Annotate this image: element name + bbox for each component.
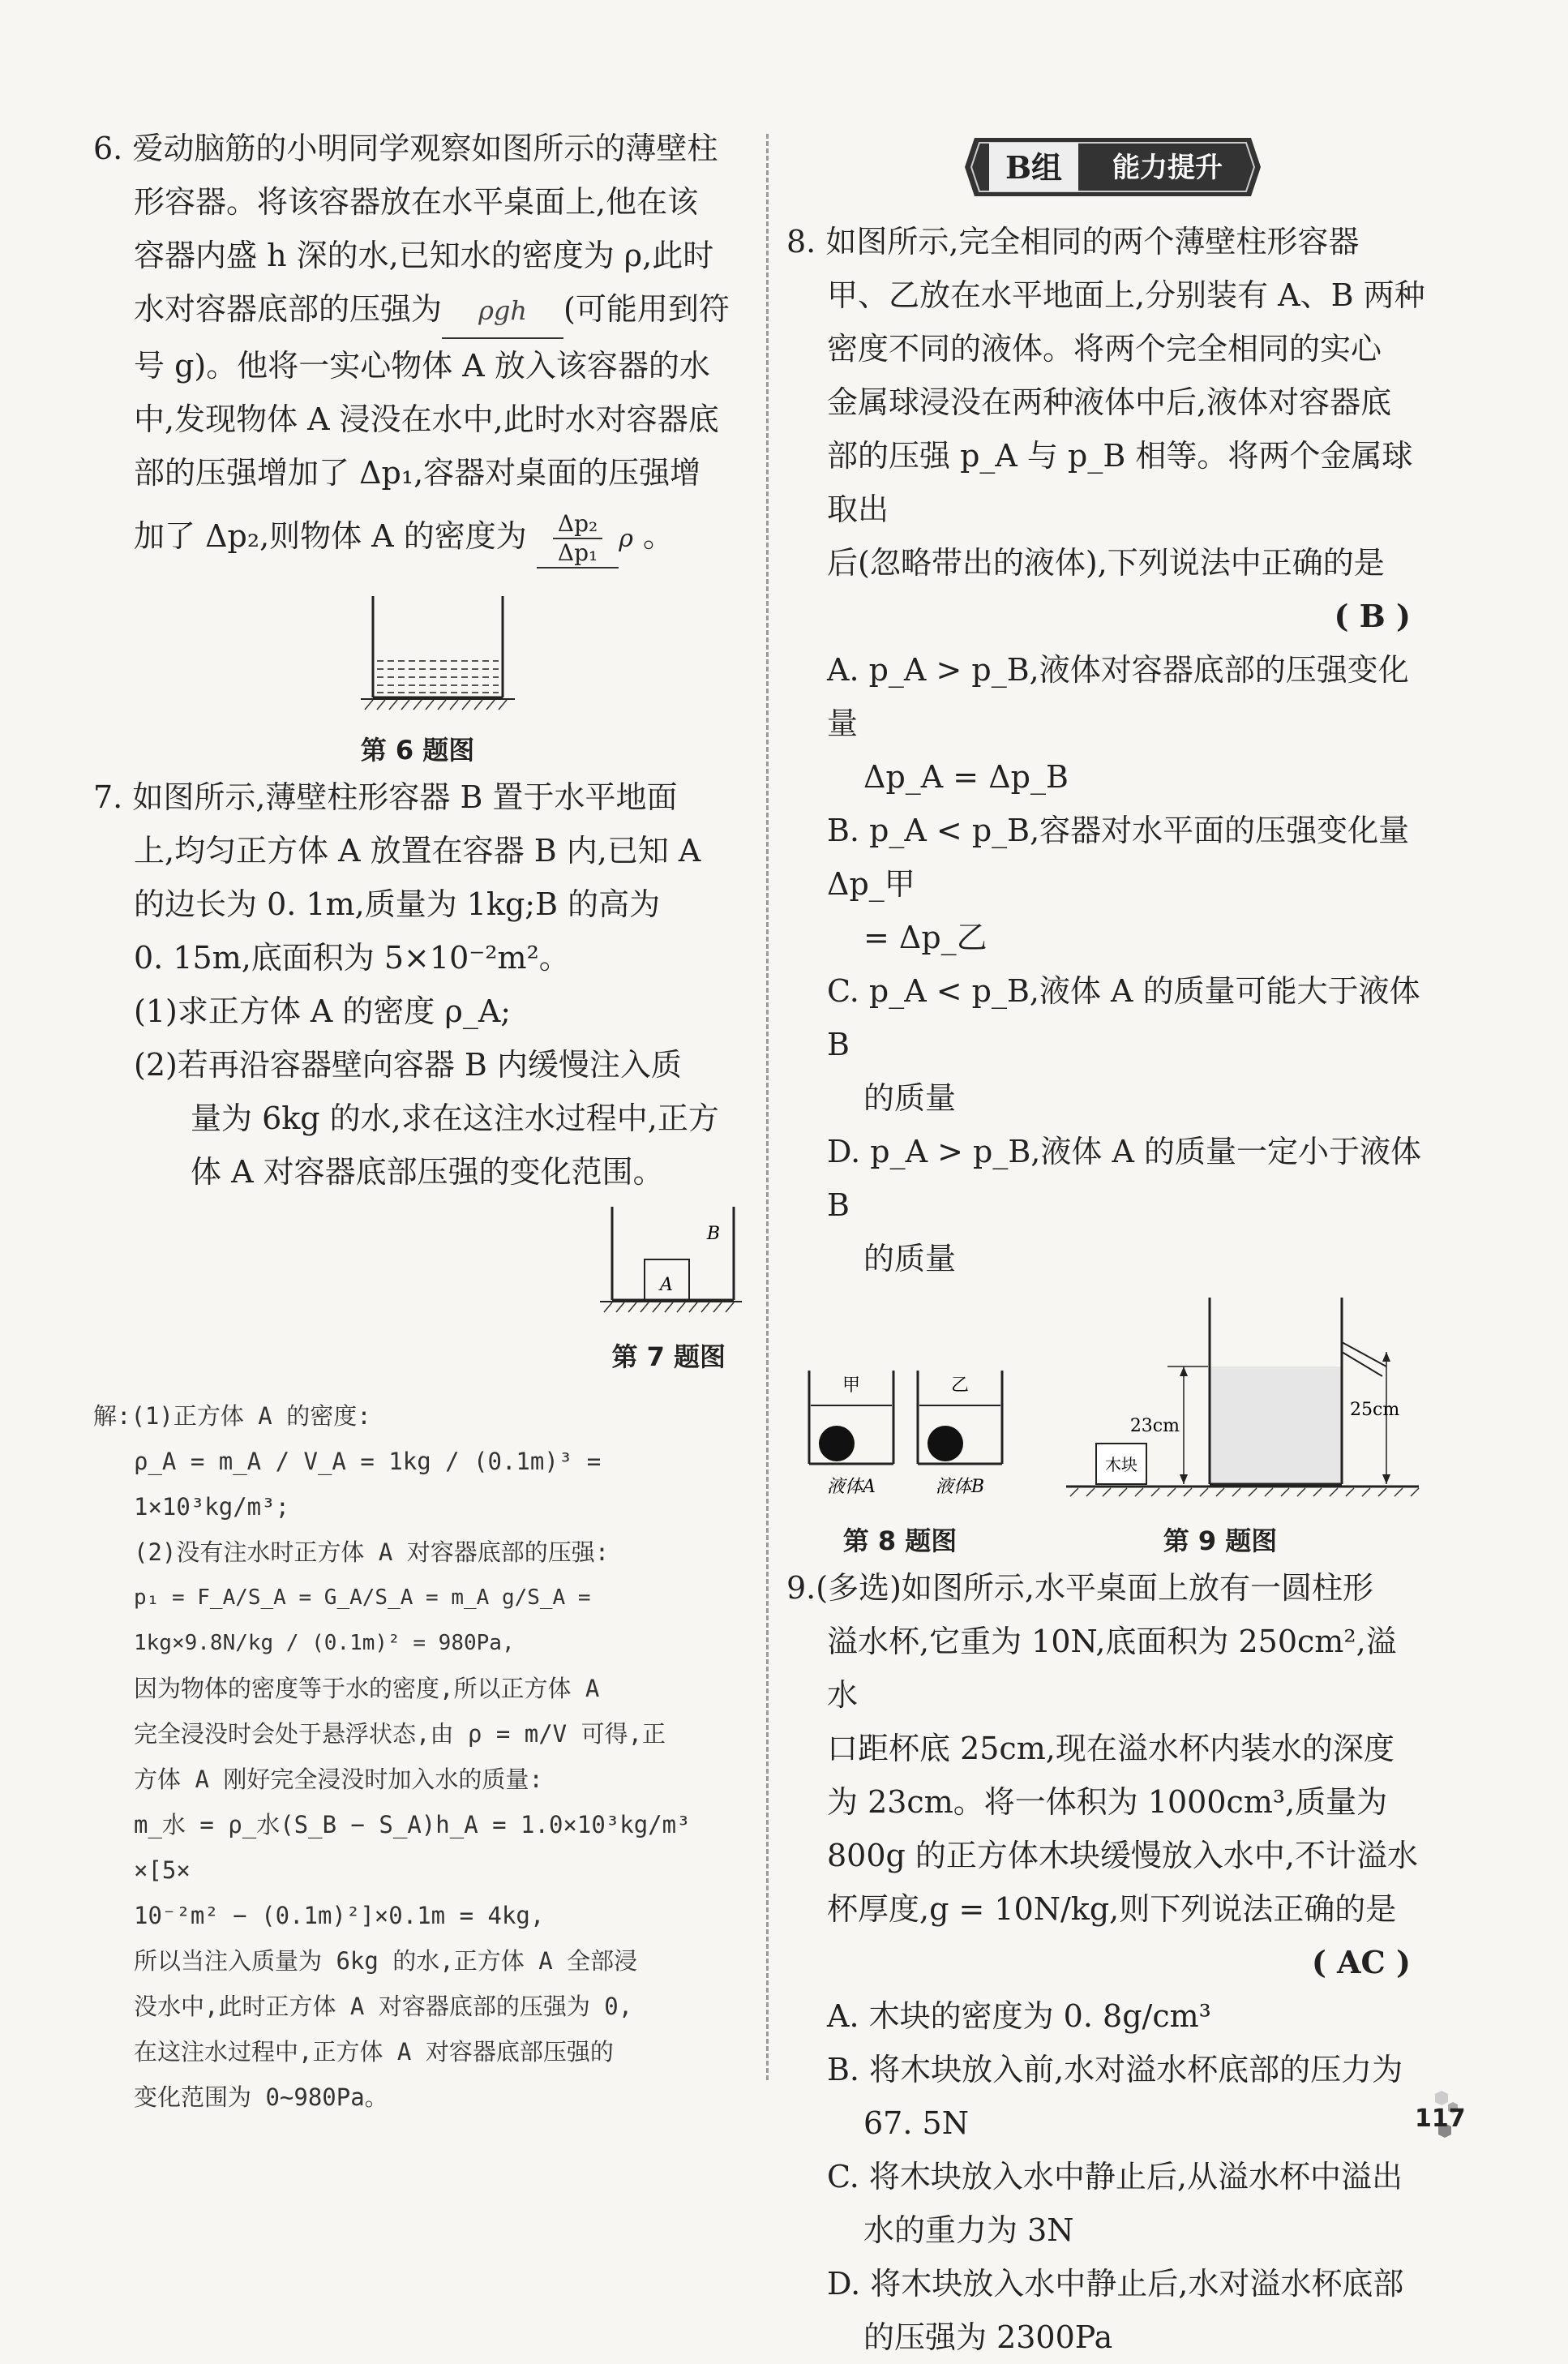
q9-line-1: 9.(多选)如图所示,水平桌面上放有一圆柱形 xyxy=(786,1570,1373,1606)
q6-line4-pre: 水对容器底部的压强为 xyxy=(134,291,443,327)
solution-line: m_水 = ρ_水(S_B − S_A)h_A = 1.0×10³kg/m³ ×[5× xyxy=(134,1811,691,1884)
q6-line-4 xyxy=(93,282,742,339)
q7-figure xyxy=(93,1199,742,1320)
q6-line-1: 6. 爱动脑筋的小明同学观察如图所示的薄壁柱 xyxy=(93,131,718,166)
q8-line-5: 部的压强 p_A 与 p_B 相等。将两个金属球取出 xyxy=(827,438,1413,527)
q6-frac-den: Δp₁ xyxy=(557,538,598,566)
q6-line-3: 容器内盛 h 深的水,已知水的密度为 ρ,此时 xyxy=(134,238,714,273)
solution-line: 所以当注入质量为 6kg 的水,正方体 A 全部浸 xyxy=(134,1947,638,1975)
q6-line-6: 中,发现物体 A 浸没在水中,此时水对容器底 xyxy=(134,401,719,437)
question-6 xyxy=(93,122,742,770)
q8-fig-label-yi: 乙 xyxy=(950,1375,970,1396)
q8-option-b-cont: = Δp_乙 xyxy=(863,920,987,955)
q6-line8-pre: 加了 Δp₂,则物体 A 的密度为 xyxy=(134,518,527,554)
q8-fig-label-liquid-b: 液体B xyxy=(935,1477,985,1497)
q8-line-2: 甲、乙放在水平地面上,分别装有 A、B 两种 xyxy=(827,277,1425,313)
q9-option-b: B. 将木块放入前,水对溢水杯底部的压力为 xyxy=(827,2052,1403,2087)
q6-line-2: 形容器。将该容器放在水平桌面上,他在该 xyxy=(134,184,699,220)
badge-group: B组 xyxy=(1005,149,1063,186)
figure-captions-row xyxy=(786,1521,1427,1561)
q8-figure xyxy=(809,1371,1002,1497)
q7-line-4: 0. 15m,底面积为 5×10⁻²m²。 xyxy=(134,940,570,976)
q9-option-c: C. 将木块放入水中静止后,从溢水杯中溢出 xyxy=(827,2159,1403,2195)
q7-line-2: 上,均匀正方体 A 放置在容器 B 内,已知 A xyxy=(134,833,701,869)
solution-line: 完全浸没时会处于悬浮状态,由 ρ = m/V 可得,正 xyxy=(134,1720,666,1748)
question-7 xyxy=(93,770,742,1377)
q6-line-8 xyxy=(93,500,742,576)
q8-answer: ( B ) xyxy=(1334,598,1411,634)
question-9 xyxy=(786,1561,1427,2364)
q9-figure xyxy=(1066,1298,1419,1496)
solution-line: 因为物体的密度等于水的密度,所以正方体 A xyxy=(134,1675,600,1702)
solution-line: (2)没有注水时正方体 A 对容器底部的压强: xyxy=(134,1538,610,1566)
q7-line-3: 的边长为 0. 1m,质量为 1kg;B 的高为 xyxy=(134,886,661,922)
badge-title: 能力提升 xyxy=(1112,152,1223,184)
q8-fig-label-liquid-a: 液体A xyxy=(827,1477,876,1497)
q8-line-3: 密度不同的液体。将两个完全相同的实心 xyxy=(827,331,1382,367)
q9-option-a: A. 木块的密度为 0. 8g/cm³ xyxy=(827,1998,1211,2034)
q9-option-d-cont: 的压强为 2300Pa xyxy=(863,2319,1113,2355)
q6-frac-num: Δp₂ xyxy=(553,510,602,539)
q8-option-b: B. p_A < p_B,容器对水平面的压强变化量 Δp_甲 xyxy=(827,813,1410,902)
q7-line-1: 7. 如图所示,薄壁柱形容器 B 置于水平地面 xyxy=(93,779,678,815)
page-number: 117 xyxy=(1415,2104,1466,2133)
solution-line: 方体 A 刚好完全浸没时加入水的质量: xyxy=(134,1765,543,1793)
q9-line-5: 800g 的正方体木块缓慢放入水中,不计溢水 xyxy=(827,1838,1419,1873)
q6-line8-post: 。 xyxy=(642,518,674,554)
right-column xyxy=(786,215,1427,2364)
solution-line: 解:(1)正方体 A 的密度: xyxy=(93,1402,371,1430)
solution-line: 没水中,此时正方体 A 对容器底部的压强为 0, xyxy=(134,1993,633,2020)
q8-option-d: D. p_A > p_B,液体 A 的质量一定小于液体 B xyxy=(827,1134,1421,1223)
q8-line-6: 后(忽略带出的液体),下列说法中正确的是 xyxy=(827,545,1385,581)
q8-caption: 第 8 题图 xyxy=(842,1525,958,1556)
q9-option-c-cont: 水的重力为 3N xyxy=(863,2212,1074,2248)
q7-sub-2c: 体 A 对容器底部压强的变化范围。 xyxy=(191,1154,664,1190)
q9-option-b-cont: 67. 5N xyxy=(863,2105,969,2141)
q9-line-6: 杯厚度,g = 10N/kg,则下列说法正确的是 xyxy=(827,1891,1397,1927)
q7-sub-1: (1)求正方体 A 的密度 ρ_A; xyxy=(134,993,512,1029)
q8-option-d-cont: 的质量 xyxy=(863,1241,957,1276)
section-badge xyxy=(965,138,1261,196)
q7-sub-2b: 量为 6kg 的水,求在这注水过程中,正方 xyxy=(191,1100,719,1136)
q8-option-a-cont: Δp_A = Δp_B xyxy=(863,759,1069,795)
solution-line: 变化范围为 0~980Pa。 xyxy=(134,2083,388,2111)
question-8 xyxy=(786,215,1427,1285)
solution-line: p₁ = F_A/S_A = G_A/S_A = m_A g/S_A = 1kg×9.8N/kg / (0.1m)² = 980Pa, xyxy=(134,1585,591,1655)
q7-caption: 第 7 题图 xyxy=(611,1341,726,1372)
column-divider xyxy=(766,134,769,2080)
q6-line-7: 部的压强增加了 Δp₁,容器对桌面的压强增 xyxy=(134,455,701,491)
solution-line: 10⁻²m² − (0.1m)²]×0.1m = 4kg, xyxy=(134,1902,545,1929)
q9-line-2: 溢水杯,它重为 10N,底面积为 250cm²,溢水 xyxy=(827,1624,1397,1713)
q6-frac-rho: ρ xyxy=(619,525,633,553)
q8-option-c-cont: 的质量 xyxy=(863,1080,957,1116)
q9-option-d: D. 将木块放入水中静止后,水对溢水杯底部 xyxy=(827,2266,1404,2302)
q6-figure xyxy=(93,576,742,714)
q8-option-a: A. p_A > p_B,液体对容器底部的压强变化量 xyxy=(827,652,1409,741)
q8-option-c: C. p_A < p_B,液体 A 的质量可能大于液体 B xyxy=(827,973,1420,1062)
solution-line: 在这注水过程中,正方体 A 对容器底部压强的 xyxy=(134,2038,614,2066)
solution-block xyxy=(93,1393,742,2120)
q9-caption: 第 9 题图 xyxy=(1163,1525,1278,1556)
q9-fig-label-23: 23cm xyxy=(1129,1416,1180,1436)
q9-fig-label-block: 木块 xyxy=(1105,1455,1137,1474)
q8-line-4: 金属球浸没在两种液体中后,液体对容器底 xyxy=(827,384,1392,420)
q6-caption: 第 6 题图 xyxy=(360,735,475,766)
q9-line-4: 为 23cm。将一体积为 1000cm³,质量为 xyxy=(827,1784,1388,1820)
q7-fig-label-b: B xyxy=(706,1224,721,1244)
q6-density-answer xyxy=(537,510,619,568)
q6-answer-blank: ρgh xyxy=(442,284,563,339)
q6-line-5: 号 g)。他将一实心物体 A 放入该容器的水 xyxy=(134,348,710,384)
left-column xyxy=(93,122,742,2120)
q9-line-3: 口距杯底 25cm,现在溢水杯内装水的深度 xyxy=(827,1731,1394,1766)
solution-line: ρ_A = m_A / V_A = 1kg / (0.1m)³ = 1×10³kg/m³; xyxy=(134,1448,602,1521)
q7-sub-2a: (2)若再沿容器壁向容器 B 内缓慢注入质 xyxy=(134,1047,682,1083)
q9-fig-label-25: 25cm xyxy=(1350,1400,1400,1420)
q8-q9-figures xyxy=(786,1285,1427,1504)
q8-fig-label-jia: 甲 xyxy=(842,1375,861,1396)
q6-line4-post: (可能用到符 xyxy=(563,291,730,327)
q9-answer: ( AC ) xyxy=(1311,1944,1411,1980)
q8-line-1: 8. 如图所示,完全相同的两个薄壁柱形容器 xyxy=(786,224,1360,260)
q7-fig-label-a: A xyxy=(660,1275,673,1295)
